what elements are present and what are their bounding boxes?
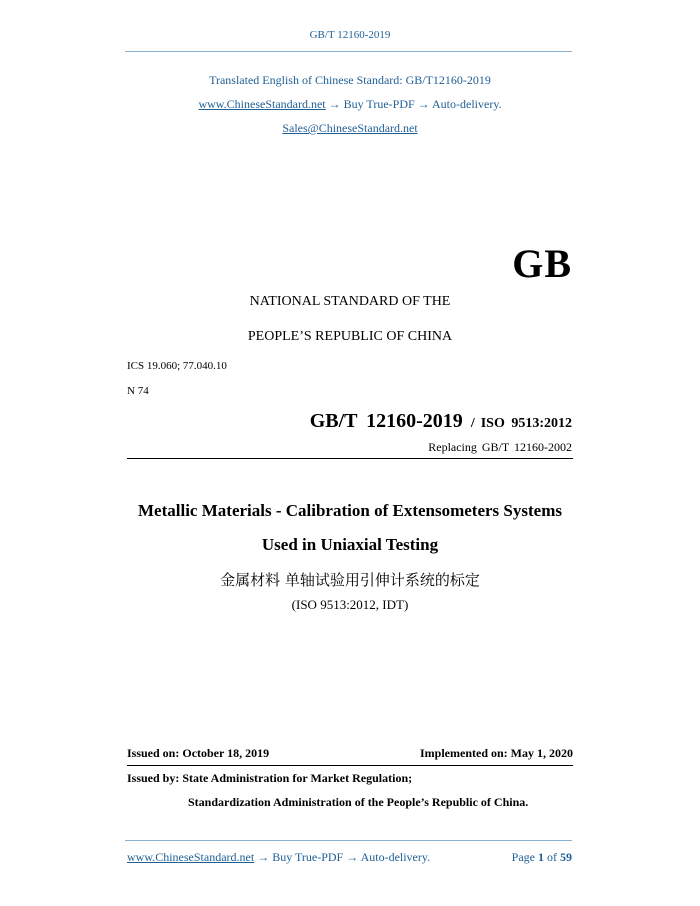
header-standard-code: GB/T 12160-2019 bbox=[309, 29, 391, 41]
page-indicator bbox=[512, 850, 572, 865]
promo-email-line bbox=[0, 121, 700, 136]
iso-identity-note: (ISO 9513:2012, IDT) bbox=[291, 597, 409, 612]
chinese-title: 金属材料 单轴试验用引伸计系统的标定 bbox=[220, 571, 480, 589]
promo-email-link[interactable]: Sales@ChineseStandard.net bbox=[282, 121, 418, 135]
issue-dates-row bbox=[127, 746, 573, 761]
gb-logo-mark: GB bbox=[512, 241, 572, 286]
issuing-authority-2: Standardization Administration of the People’s Republic of China. bbox=[188, 795, 529, 809]
issue-divider bbox=[127, 765, 573, 766]
document-title-line-2: Used in Uniaxial Testing bbox=[261, 535, 439, 554]
footer-site-link[interactable]: www.ChineseStandard.net bbox=[127, 850, 255, 864]
code-separator: / bbox=[470, 416, 475, 431]
standard-number bbox=[310, 410, 572, 433]
promo-translation-note: Translated English of Chinese Standard: GB/T12160-2019 bbox=[209, 73, 491, 87]
document-title-line-1: Metallic Materials - Calibration of Extensometers Systems bbox=[138, 501, 562, 520]
national-standard-line-2: PEOPLE’S REPUBLIC OF CHINA bbox=[247, 329, 453, 344]
page-of: of bbox=[547, 850, 557, 864]
implemented-on-date: Implemented on: May 1, 2020 bbox=[420, 746, 573, 760]
iso-equivalent-code: ISO 9513:2012 bbox=[480, 416, 572, 431]
issuing-authority-1: Issued by: State Administration for Market Regulation; bbox=[127, 771, 413, 785]
promo-purchase-line bbox=[0, 97, 700, 112]
issued-on-date: Issued on: October 18, 2019 bbox=[127, 746, 270, 760]
footer-divider bbox=[125, 840, 572, 841]
title-divider bbox=[127, 458, 573, 459]
national-standard-line-1: NATIONAL STANDARD OF THE bbox=[249, 294, 451, 309]
promo-site-link[interactable]: www.ChineseStandard.net bbox=[198, 97, 326, 111]
gb-standard-code: GB/T 12160-2019 bbox=[309, 410, 463, 432]
page-total: 59 bbox=[560, 850, 572, 864]
promo-purchase-text: → Buy True-PDF → Auto-delivery. bbox=[325, 97, 502, 111]
page-current: 1 bbox=[538, 850, 544, 864]
ccs-code: N 74 bbox=[127, 385, 149, 397]
page-label: Page bbox=[511, 850, 535, 864]
replacing-note: Replacing GB/T 12160-2002 bbox=[428, 440, 572, 454]
footer-purchase-line bbox=[127, 850, 430, 865]
ics-code: ICS 19.060; 77.040.10 bbox=[127, 360, 227, 372]
footer-purchase-text: → Buy True-PDF → Auto-delivery. bbox=[254, 850, 431, 864]
header-divider bbox=[125, 51, 572, 52]
